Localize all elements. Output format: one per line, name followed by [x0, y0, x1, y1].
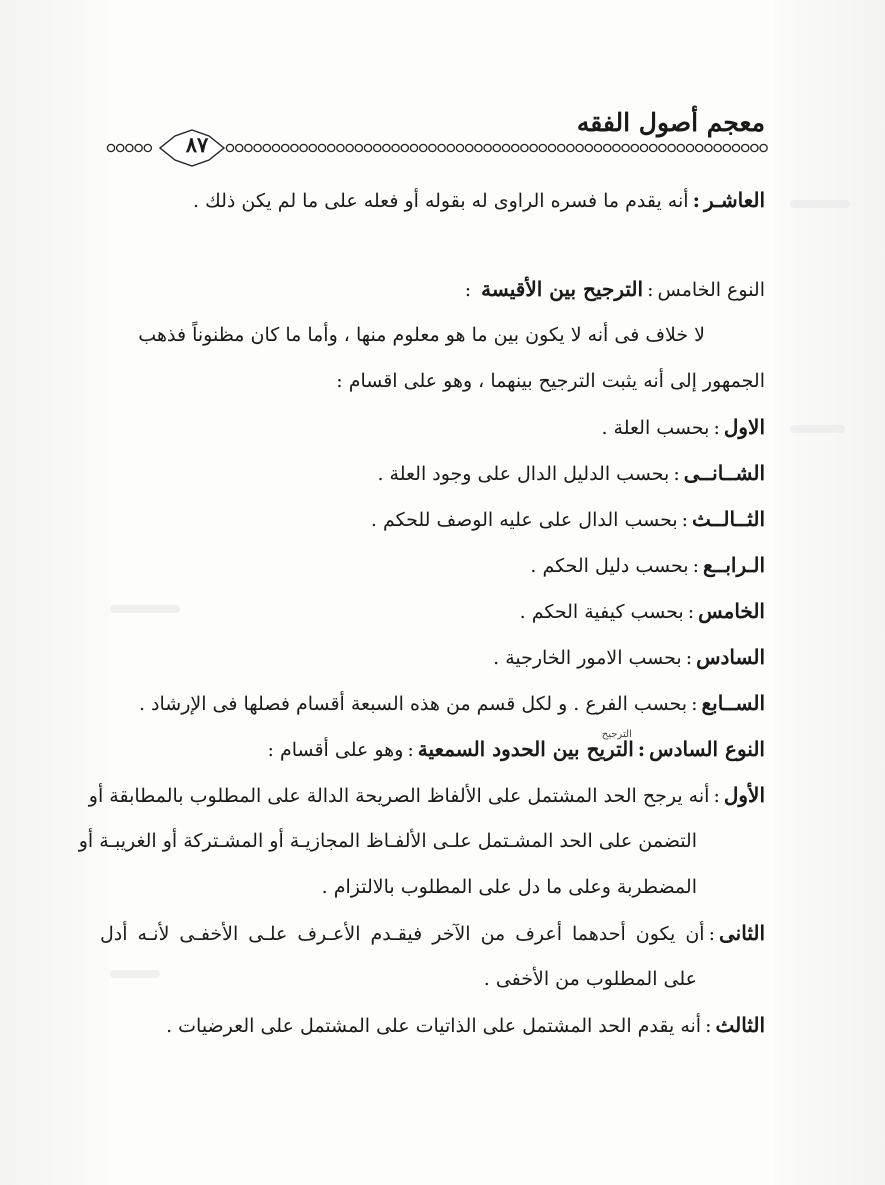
ornament-ring	[576, 144, 583, 151]
ornament-ring	[392, 144, 399, 151]
ornament-ring	[585, 144, 592, 151]
ornament-ring	[696, 144, 703, 151]
item-term: الثانى	[718, 921, 765, 945]
ornament-ring	[677, 144, 684, 151]
list-item: الشــانــى:بحسب الدليل الدال على وجود العلة .	[377, 461, 765, 485]
page-body	[78, 183, 765, 1054]
scan-shadow-left	[0, 0, 110, 1185]
ornament-ring	[263, 144, 270, 151]
ornament-ring	[282, 144, 289, 151]
ornament-ring	[144, 144, 151, 151]
ornament-ring	[530, 144, 537, 151]
list-item: الـرابــع:بحسب دليل الحكم .	[530, 553, 765, 577]
ornament-ring	[107, 144, 114, 151]
ornament-ring	[429, 144, 436, 151]
ornament-ring	[328, 144, 335, 151]
section-heading: النوع الخامس:الترجيح بين الأقيسة :	[464, 277, 765, 301]
item-text: بحسب العلة .	[601, 417, 710, 439]
item-term: الثالث	[715, 1013, 765, 1037]
scan-shadow-right	[775, 0, 885, 1185]
section-heading: النوع السادس: الترجيح التريح بين الحدود السمعية:وهو على أقسام :	[100, 732, 765, 778]
item-text: بحسب دليل الحكم .	[530, 555, 689, 577]
ornament-ring	[650, 144, 657, 151]
item-term: العاشـر	[703, 188, 765, 212]
ornament-ring	[410, 144, 417, 151]
section-note: وهو على أقسام :	[267, 739, 404, 761]
body-line: على المطلوب من الأخفى .	[483, 968, 697, 990]
ornament-ring	[558, 144, 565, 151]
ornament-ring	[466, 144, 473, 151]
ornament-ring	[291, 144, 298, 151]
page-number: ٨٧	[185, 132, 209, 157]
ornament-ring	[236, 144, 243, 151]
section-title: الترجيح بين الأقيسة	[481, 277, 644, 301]
body-line: الجمهور إلى أنه يثبت الترجيح بينهما ، وهو على اقسام :	[336, 370, 765, 392]
ornament-ring	[300, 144, 307, 151]
ornament-ring	[364, 144, 371, 151]
list-item: الأول:أنه يرجح الحد المشتمل على الألفاظ الصريحة الدالة على المطلوب بالمطابقة أو	[88, 783, 765, 807]
ornament-ring	[732, 144, 739, 151]
ornament-ring	[383, 144, 390, 151]
ornament-ring	[447, 144, 454, 151]
item-term: السادس	[696, 645, 765, 669]
ornament-ring	[456, 144, 463, 151]
ornament-ring	[438, 144, 445, 151]
ornament-ring	[539, 144, 546, 151]
list-item: الثالث:أنه يقدم الحد المشتمل على الذاتيات على المشتمل على العرضيات .	[166, 1013, 765, 1037]
ornament-ring	[751, 144, 758, 151]
body-line: لا خلاف فى أنه لا يكون بين ما هو معلوم منها ، وأما ما كان مظنوناً فذهب	[138, 324, 705, 346]
item-term: الأول	[723, 783, 765, 807]
marginal-correction: الترجيح	[601, 729, 632, 740]
scan-smudge	[790, 425, 845, 433]
ornament-ring	[631, 144, 638, 151]
item-term: الاول	[723, 415, 765, 439]
ornament-ring	[668, 144, 675, 151]
ornament-ring	[604, 144, 611, 151]
ornament-ring	[521, 144, 528, 151]
ornament-ring	[742, 144, 749, 151]
section-label: النوع السادس	[649, 737, 765, 761]
item-text: أنه يرجح الحد المشتمل على الألفاظ الصريحة الدالة على المطلوب بالمطابقة أو	[88, 785, 710, 807]
ornament-ring	[640, 144, 647, 151]
list-item: الثانى:أن يكون أحدهما أعرف من الآخر فيقـدم الأعـرف علـى الأخفـى لأنـه أدل	[100, 921, 765, 945]
item-text: بحسب الفرع . و لكل قسم من هذه السبعة أقسام فصلها فى الإرشاد .	[138, 693, 688, 715]
ornament-ring	[484, 144, 491, 151]
ornament-ring	[420, 144, 427, 151]
ornament-ring	[567, 144, 574, 151]
ornament-ring	[512, 144, 519, 151]
item-text: بحسب الدال على عليه الوصف للحكم .	[370, 509, 678, 531]
ornament-ring	[346, 144, 353, 151]
ornament-ring	[613, 144, 620, 151]
item-text: أنه يقدم الحد المشتمل على الذاتيات على المشتمل على العرضيات .	[166, 1015, 702, 1037]
ornament-ring	[318, 144, 325, 151]
item-text: بحسب كيفية الحكم .	[519, 601, 684, 623]
body-line: التضمن على الحد المشـتمل علـى الألفـاظ المجازيـة أو المشـتركة أو الغريبـة أو	[78, 830, 697, 852]
ornament-ring	[401, 144, 408, 151]
ornament-ring	[226, 144, 233, 151]
ornament-ring	[126, 144, 133, 151]
item-text: أنه يقدم ما فسره الراوى له بقوله أو فعله على ما لم يكن ذلك .	[193, 190, 689, 212]
ornament-ring	[309, 144, 316, 151]
list-item: الثــالــث:بحسب الدال على عليه الوصف للحكم .	[370, 507, 765, 531]
ornament-ring	[622, 144, 629, 151]
ornament-ring	[493, 144, 500, 151]
item-term: الخامس	[698, 599, 765, 623]
list-item: السادس:بحسب الامور الخارجية .	[493, 645, 765, 669]
list-item: الاول:بحسب العلة .	[601, 415, 765, 439]
ornament-ring	[594, 144, 601, 151]
running-head-title: معجم أصول الفقه	[576, 108, 765, 137]
ornament-ring	[686, 144, 693, 151]
ornament-ring	[723, 144, 730, 151]
scan-smudge	[790, 200, 850, 208]
ornament-ring	[475, 144, 482, 151]
ornament-ring	[337, 144, 344, 151]
item-text: أن يكون أحدهما أعرف من الآخر فيقـدم الأعـرف علـى الأخفـى لأنـه أدل	[100, 923, 705, 945]
item-text: بحسب الامور الخارجية .	[493, 647, 682, 669]
ornament-ring	[135, 144, 142, 151]
ornament-ring	[355, 144, 362, 151]
ornament-ring	[502, 144, 509, 151]
ornament-ring	[245, 144, 252, 151]
ornament-ring	[374, 144, 381, 151]
item-text: بحسب الدليل الدال على وجود العلة .	[377, 463, 670, 485]
list-item: الخامس:بحسب كيفية الحكم .	[519, 599, 765, 623]
body-line: العاشـر:أنه يقدم ما فسره الراوى له بقوله أو فعله على ما لم يكن ذلك .	[193, 188, 765, 212]
ornament-ring	[659, 144, 666, 151]
ornament-ring	[705, 144, 712, 151]
item-term: الشــانــى	[683, 461, 765, 485]
ornament-ring	[254, 144, 261, 151]
ornament-ring	[272, 144, 279, 151]
section-label: النوع الخامس	[657, 279, 765, 301]
item-term: الثــالــث	[692, 507, 765, 531]
list-item: الســابع:بحسب الفرع . و لكل قسم من هذه السبعة أقسام فصلها فى الإرشاد .	[138, 691, 765, 715]
item-term: الـرابــع	[702, 553, 765, 577]
section-title: الترجيح التريح بين الحدود السمعية	[418, 732, 634, 766]
body-line: المضطربة وعلى ما دل على المطلوب بالالتزام .	[321, 876, 697, 898]
ornament-ring	[760, 144, 767, 151]
ornament-ring	[548, 144, 555, 151]
ornament-ring	[714, 144, 721, 151]
ornament-ring	[117, 144, 124, 151]
item-term: الســابع	[701, 691, 765, 715]
